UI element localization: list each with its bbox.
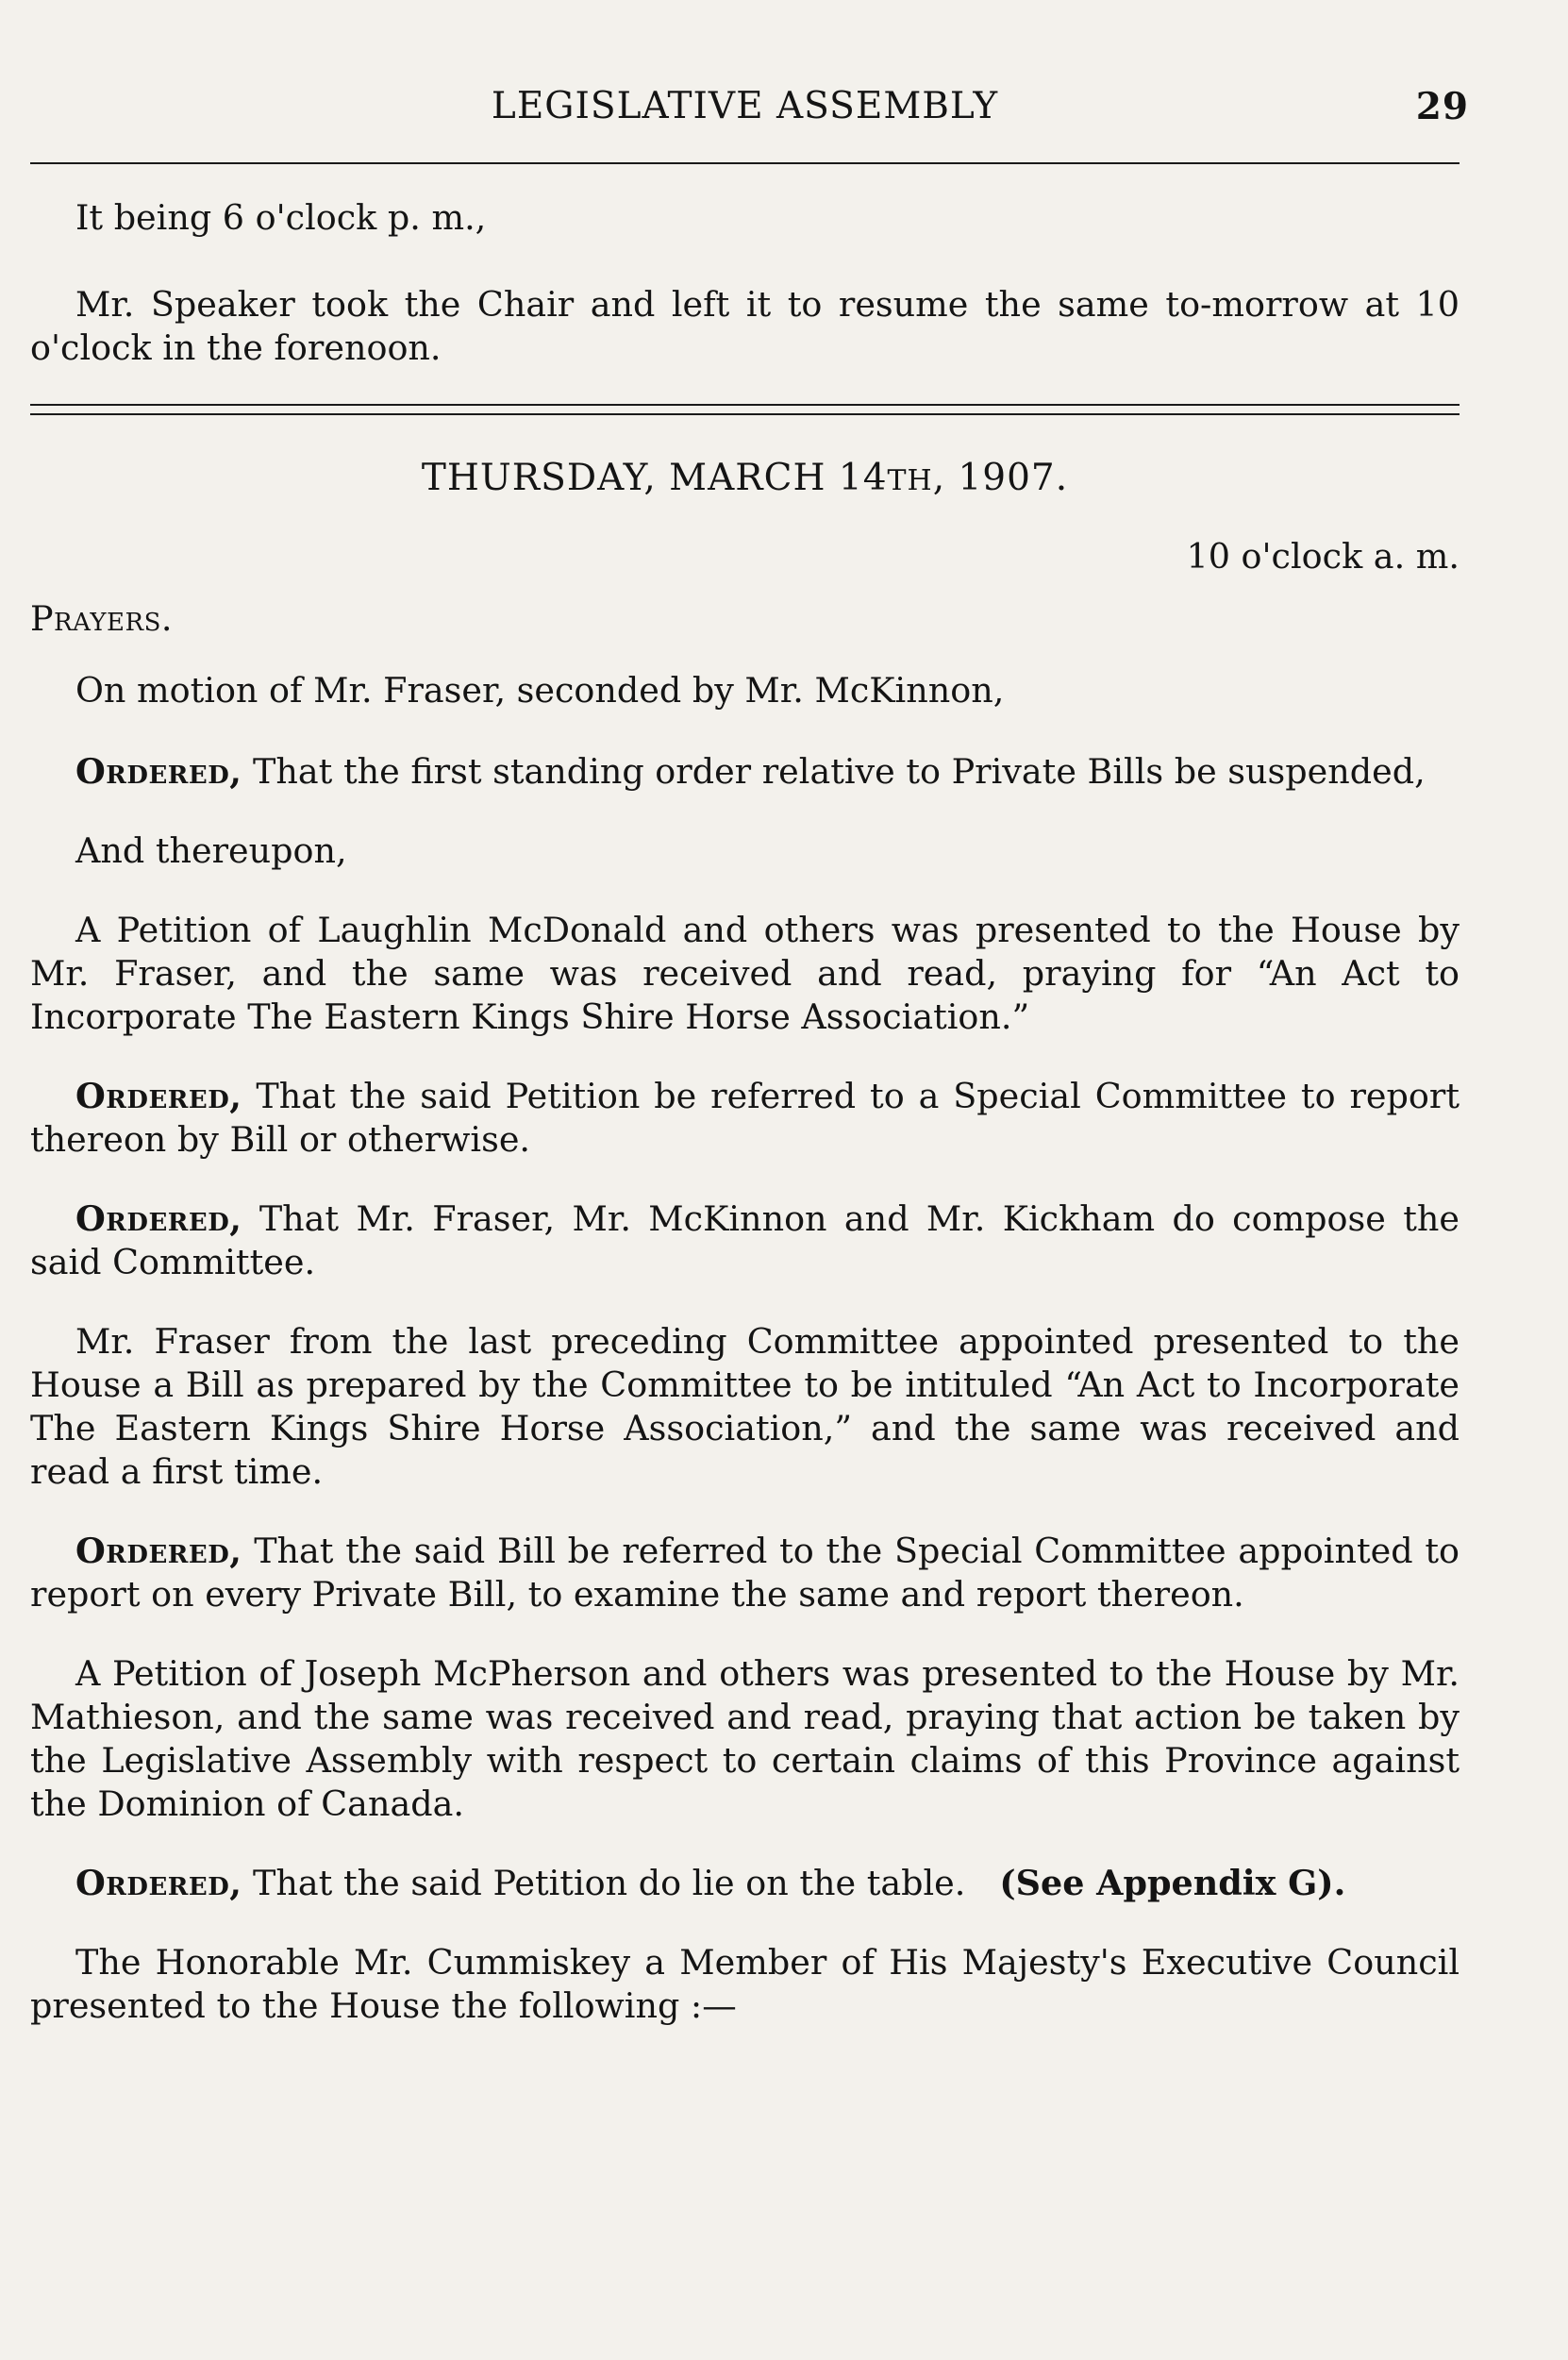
- ordered-label: Ordered,: [75, 1863, 242, 1903]
- session-date-year: , 1907.: [932, 457, 1069, 499]
- section-double-rule: [30, 404, 1460, 415]
- paragraph-motion: On motion of Mr. Fraser, seconded by Mr. McKinnon,: [75, 670, 1005, 711]
- ordered-text: That Mr. Fraser, Mr. McKinnon and Mr. Kickham do compose the said Committee.: [30, 1198, 1460, 1282]
- ordered-label: Ordered,: [75, 751, 242, 792]
- paragraph-speaker: Mr. Speaker took the Chair and left it to resume the same to-morrow at 10 o'clock in the forenoon.: [30, 284, 1460, 368]
- paragraph-thereupon: And thereupon,: [75, 830, 347, 871]
- paragraph-ordered-special-committee: [30, 1075, 1460, 1162]
- paragraph-ordered-lie-on-table: [30, 1862, 1460, 1905]
- session-date-main: THURSDAY, MARCH 14: [421, 457, 888, 499]
- session-date: [30, 457, 1460, 503]
- header-rule: [30, 162, 1460, 164]
- session-time: 10 o'clock a. m.: [1186, 536, 1460, 577]
- prayers-heading: Prayers.: [30, 598, 173, 639]
- page-number: 29: [1415, 85, 1469, 128]
- ordered-label: Ordered,: [75, 1198, 242, 1239]
- ordered-label: Ordered,: [75, 1531, 242, 1571]
- ordered-text: That the said Petition do lie on the table.: [242, 1863, 966, 1903]
- page-header: [30, 77, 1469, 145]
- paragraph-ordered-bill-referred: [30, 1530, 1460, 1616]
- paragraph-petition-mcpherson: A Petition of Joseph McPherson and others was presented to the House by Mr. Mathieson, and the same was received and read, praying that action be taken by the Legislative Assembly with respect to certain claims of this Province against the Dominion of Canada.: [30, 1653, 1460, 1824]
- running-title: LEGISLATIVE ASSEMBLY: [491, 85, 999, 127]
- session-date-ordinal: TH: [887, 464, 933, 497]
- ordered-text: That the said Bill be referred to the Special Committee appointed to report on every Private Bill, to examine the same and report thereon.: [30, 1531, 1460, 1615]
- ordered-text: That the said Petition be referred to a Special Committee to report thereon by Bill or otherwise.: [30, 1076, 1460, 1160]
- paragraph-petition-mcdonald: A Petition of Laughlin McDonald and others was presented to the House by Mr. Fraser, and the same was received and read, praying for “An Act to Incorporate The Eastern Kings Shire Horse Association.”: [30, 910, 1460, 1037]
- ordered-text: That the first standing order relative to Private Bills be suspended,: [242, 751, 1426, 792]
- paragraph-ordered-standing-order: [30, 750, 1460, 794]
- paragraph-ordered-compose-committee: [30, 1197, 1460, 1284]
- paragraph-fraser-bill: Mr. Fraser from the last preceding Committee appointed presented to the House a Bill as prepared by the Committee to be intituled “An Act to Incorporate The Eastern Kings Shire Horse Association,” and the same was received and read a first time.: [30, 1321, 1460, 1492]
- appendix-reference: (See Appendix G).: [999, 1863, 1346, 1903]
- paragraph-six-oclock: It being 6 o'clock p. m.,: [75, 197, 487, 238]
- paragraph-cummiskey: The Honorable Mr. Cummiskey a Member of His Majesty's Executive Council presented to the House the following :—: [30, 1942, 1460, 2026]
- ordered-label: Ordered,: [75, 1076, 242, 1116]
